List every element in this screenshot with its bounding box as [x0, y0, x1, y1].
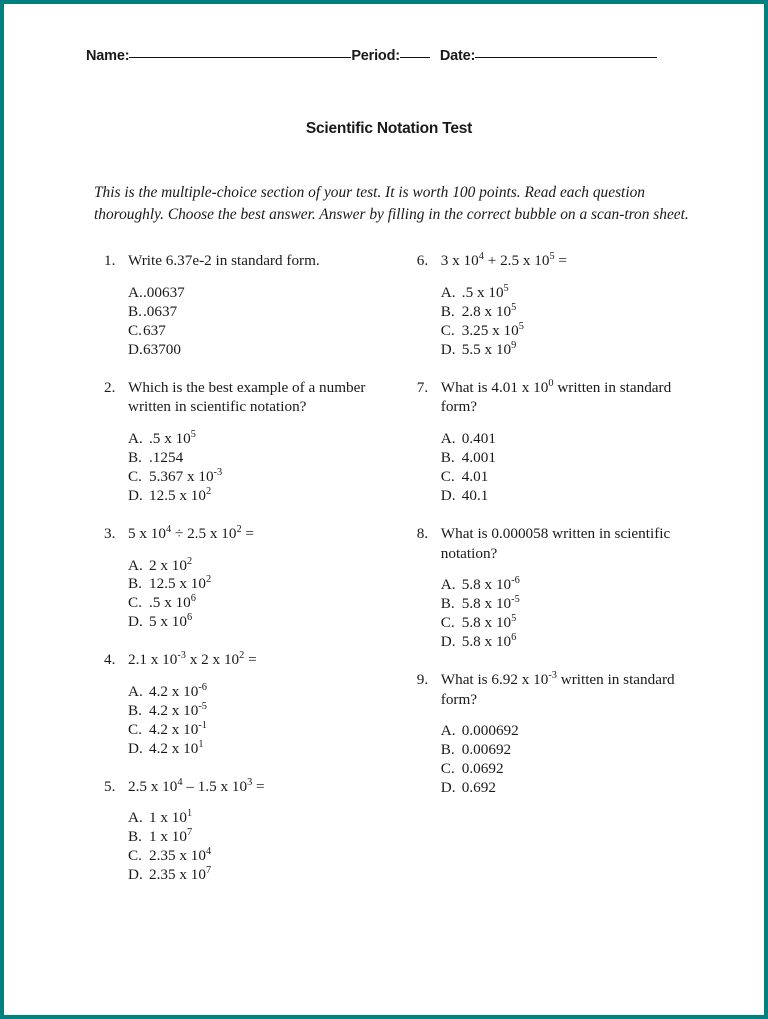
exponent: 3 [247, 776, 253, 788]
exponent: 6 [190, 593, 196, 605]
question-text: Write 6.37e-2 in standard form. [128, 252, 320, 270]
option-value: 5.8 x $10^{-5}$ [461, 594, 520, 613]
exponent: 4 [165, 523, 172, 535]
answer-option[interactable] [441, 779, 692, 798]
worksheet-sheet [4, 4, 764, 1015]
answer-option[interactable] [441, 633, 692, 652]
option-value: .00637 [143, 283, 185, 301]
answer-option[interactable] [128, 721, 399, 740]
option-letter: D. [128, 739, 143, 757]
answer-option[interactable] [128, 809, 399, 828]
question-header [417, 378, 692, 418]
exponent: -3 [177, 650, 186, 662]
option-letter: A. [128, 430, 143, 448]
exponent: 2 [236, 523, 242, 535]
question-block [104, 777, 399, 885]
option-letter: A. [128, 682, 143, 700]
answer-options [417, 284, 692, 360]
answer-option[interactable] [441, 341, 692, 360]
answer-option[interactable] [441, 468, 692, 487]
exponent: 5 [503, 282, 509, 294]
option-value: 0.000692 [461, 722, 519, 740]
option-value: 2.35 x $10^7$ [149, 865, 212, 884]
answer-option[interactable] [128, 613, 399, 632]
option-letter: D. [440, 633, 456, 651]
answer-option[interactable] [128, 430, 399, 449]
period-label: Period: [351, 48, 400, 64]
name-label: Name: [86, 48, 130, 64]
exponent: 4 [478, 251, 484, 263]
question-block [417, 251, 692, 359]
question-text: 2.5 x $10^4 - 1.5$ x $10^3$ = [128, 776, 265, 795]
answer-options [104, 430, 399, 506]
answer-option[interactable] [128, 740, 399, 759]
option-letter: C. [128, 321, 142, 339]
option-letter: D. [440, 340, 456, 358]
option-letter: C. [128, 467, 142, 485]
option-value: .5 x $10^5$ [461, 282, 509, 301]
answer-option[interactable] [441, 284, 692, 303]
exponent: -5 [511, 594, 520, 606]
question-block [104, 524, 399, 632]
answer-option[interactable] [128, 847, 399, 866]
answer-option[interactable] [128, 683, 399, 702]
answer-options [417, 576, 692, 652]
option-value: .5 x $10^5$ [149, 429, 196, 448]
exponent: -1 [198, 719, 207, 731]
answer-option[interactable] [441, 595, 692, 614]
answer-options [104, 809, 399, 885]
exponent: 6 [511, 631, 517, 643]
option-value: 0.401 [461, 430, 496, 448]
question-text: What is 0.000058 written in scientific notation? [440, 524, 671, 562]
exponent: 1 [186, 808, 193, 820]
question-block [104, 251, 399, 359]
question-block [417, 670, 692, 798]
option-letter: B. [128, 302, 142, 320]
option-value: 2 x $10^2$ [149, 555, 193, 574]
option-value: 12.5 x $10^2$ [149, 485, 212, 504]
option-letter: A. [128, 283, 143, 301]
question-header [104, 378, 399, 418]
option-value: 2.8 x $10^5$ [461, 301, 517, 320]
option-letter: B. [440, 448, 455, 466]
exponent: 5 [549, 251, 555, 263]
exponent: -5 [198, 700, 207, 712]
option-letter: C. [440, 467, 455, 485]
exponent: 9 [511, 339, 517, 351]
question-block [417, 524, 692, 652]
question-block [417, 378, 692, 506]
exponent: 7 [205, 865, 212, 877]
exponent: -3 [548, 669, 557, 681]
exponent: -6 [511, 575, 520, 587]
option-letter: B. [440, 741, 455, 759]
option-letter: D. [128, 866, 143, 884]
option-letter: B. [440, 595, 455, 613]
option-letter: C. [440, 321, 455, 339]
question-text: 2.1 x $10^{-3}$ x 2 x $10^2$ = [128, 650, 257, 669]
option-letter: A. [440, 283, 456, 301]
option-letter: B. [440, 302, 455, 320]
option-value: 4.001 [461, 448, 496, 466]
option-letter: C. [440, 614, 455, 632]
option-value: 40.1 [461, 486, 489, 504]
exponent: 0 [548, 377, 554, 389]
option-letter: B. [128, 828, 142, 846]
question-number: 6. [416, 252, 429, 270]
answer-option[interactable] [128, 575, 399, 594]
option-value: 0.692 [461, 779, 496, 797]
page-title: Scientific Notation Test [305, 120, 473, 137]
answer-option[interactable] [128, 468, 399, 487]
answer-option[interactable] [441, 303, 692, 322]
answer-option[interactable] [128, 594, 399, 613]
question-number: 4. [104, 651, 116, 669]
answer-option[interactable] [441, 322, 692, 341]
option-value: 1 x $10^1$ [149, 808, 193, 827]
exponent: 2 [186, 555, 193, 567]
answer-option[interactable] [128, 341, 399, 360]
question-number: 9. [416, 670, 429, 688]
option-value: 5.8 x $10^{-6}$ [461, 575, 520, 594]
questions-column-right [399, 251, 692, 798]
question-number: 8. [416, 524, 429, 542]
exponent: 7 [186, 827, 193, 839]
question-header [104, 777, 399, 797]
option-value: .0637 [143, 302, 178, 320]
option-letter: D. [128, 340, 143, 358]
option-value: 4.01 [461, 467, 489, 485]
question-header [104, 650, 399, 670]
option-value: 4.2 x $10^{-6}$ [149, 681, 207, 700]
student-info-line [86, 48, 692, 64]
answer-option[interactable] [128, 284, 399, 303]
option-letter: A. [440, 722, 456, 740]
option-value: 5.8 x $10^6$ [461, 631, 517, 651]
option-letter: A. [128, 809, 143, 827]
option-letter: D. [440, 486, 456, 504]
option-letter: C. [128, 847, 142, 865]
exponent: 4 [205, 846, 212, 858]
question-header [104, 524, 399, 544]
answer-option[interactable] [128, 303, 399, 322]
option-letter: C. [128, 720, 142, 738]
answer-option[interactable] [441, 741, 692, 760]
question-block [104, 650, 399, 758]
option-value: 5.5 x $10^9$ [461, 339, 517, 358]
option-value: 63700 [143, 340, 181, 358]
question-header [417, 670, 692, 710]
option-value: 2.35 x $10^4$ [149, 846, 212, 865]
option-letter: A. [440, 430, 456, 448]
question-header [417, 524, 692, 564]
question-header [417, 251, 692, 271]
option-value: 4.2 x $10^{-5}$ [149, 700, 207, 719]
question-number: 1. [104, 252, 116, 270]
answer-option[interactable] [441, 576, 692, 595]
questions-columns [86, 251, 692, 885]
option-value: 4.2 x $10^{-1}$ [149, 719, 207, 738]
option-value: .5 x $10^6$ [149, 593, 196, 612]
answer-options [104, 284, 399, 360]
question-text: What is 4.01 x $10^0$ written in standard form? [440, 377, 672, 416]
option-letter: B. [128, 448, 142, 466]
instructions-paragraph: This is the multiple-choice section of your test. It is worth 100 points. Read each question thoroughly. Choose the best answer. Answer by filling in the correct bubble on a scan-tron sheet. [94, 184, 689, 223]
question-number: 5. [104, 777, 116, 795]
exponent: 5 [190, 429, 196, 440]
answer-option[interactable] [128, 449, 399, 468]
exponent: 1 [198, 738, 204, 750]
exponent: 6 [186, 612, 193, 624]
answer-option[interactable] [441, 487, 692, 506]
answer-options [104, 683, 399, 759]
option-value: 3.25 x $10^5$ [461, 320, 524, 339]
question-text: 5 x $10^4 \div 2.5$ x $10^2$ = [128, 523, 254, 542]
exponent: 2 [205, 485, 212, 497]
answer-option[interactable] [441, 722, 692, 741]
option-value: .1254 [149, 448, 184, 466]
exponent: -6 [198, 681, 207, 693]
exponent: -3 [213, 466, 223, 478]
question-number: 2. [104, 378, 116, 396]
exponent: 2 [239, 650, 245, 662]
question-block [104, 378, 399, 506]
option-letter: A. [440, 576, 456, 594]
question-text: 3 x $10^4 + 2.5$ x $10^5$ = [440, 251, 567, 270]
exponent: 5 [518, 320, 524, 332]
question-number: 3. [104, 524, 116, 542]
date-blank-rule[interactable] [475, 57, 657, 58]
option-value: 0.00692 [461, 741, 512, 759]
period-blank-rule[interactable] [400, 57, 430, 58]
option-value: 5.8 x $10^5$ [461, 613, 517, 632]
answer-option[interactable] [128, 702, 399, 721]
exponent: 5 [511, 301, 517, 313]
question-number: 7. [416, 378, 429, 396]
option-value: 1 x $10^7$ [149, 827, 193, 846]
date-label: Date: [439, 48, 476, 64]
option-value: 5.367 x $10^{-3}$ [149, 466, 223, 485]
option-letter: D. [128, 486, 143, 504]
answer-option[interactable] [128, 557, 399, 576]
answer-option[interactable] [441, 614, 692, 633]
answer-option[interactable] [441, 430, 692, 449]
option-letter: A. [128, 556, 143, 574]
exponent: 2 [205, 574, 212, 586]
questions-column-left [86, 251, 399, 885]
option-letter: D. [128, 613, 143, 631]
option-letter: C. [440, 760, 455, 778]
option-letter: C. [128, 594, 142, 612]
option-value: 12.5 x $10^2$ [149, 574, 212, 593]
option-value: 5 x $10^6$ [149, 612, 193, 631]
option-letter: B. [128, 701, 142, 719]
answer-options [104, 557, 399, 633]
option-value: 4.2 x $10^1$ [149, 738, 204, 757]
option-value: 0.0692 [461, 760, 504, 778]
name-blank-rule[interactable] [129, 57, 351, 58]
answer-options [417, 430, 692, 506]
option-value: 637 [143, 321, 166, 339]
answer-options [417, 722, 692, 798]
answer-option[interactable] [441, 449, 692, 468]
option-letter: D. [440, 779, 456, 797]
exponent: 5 [511, 613, 517, 625]
answer-option[interactable] [128, 866, 399, 885]
exponent: 4 [177, 776, 183, 788]
answer-option[interactable] [128, 828, 399, 847]
answer-option[interactable] [128, 487, 399, 506]
answer-option[interactable] [128, 322, 399, 341]
question-text: What is 6.92 x $10^{-3}$ written in standard form? [440, 669, 675, 708]
question-header [104, 251, 399, 271]
question-text: Which is the best example of a number written in scientific notation? [128, 378, 366, 416]
option-letter: B. [128, 575, 142, 593]
answer-option[interactable] [441, 760, 692, 779]
